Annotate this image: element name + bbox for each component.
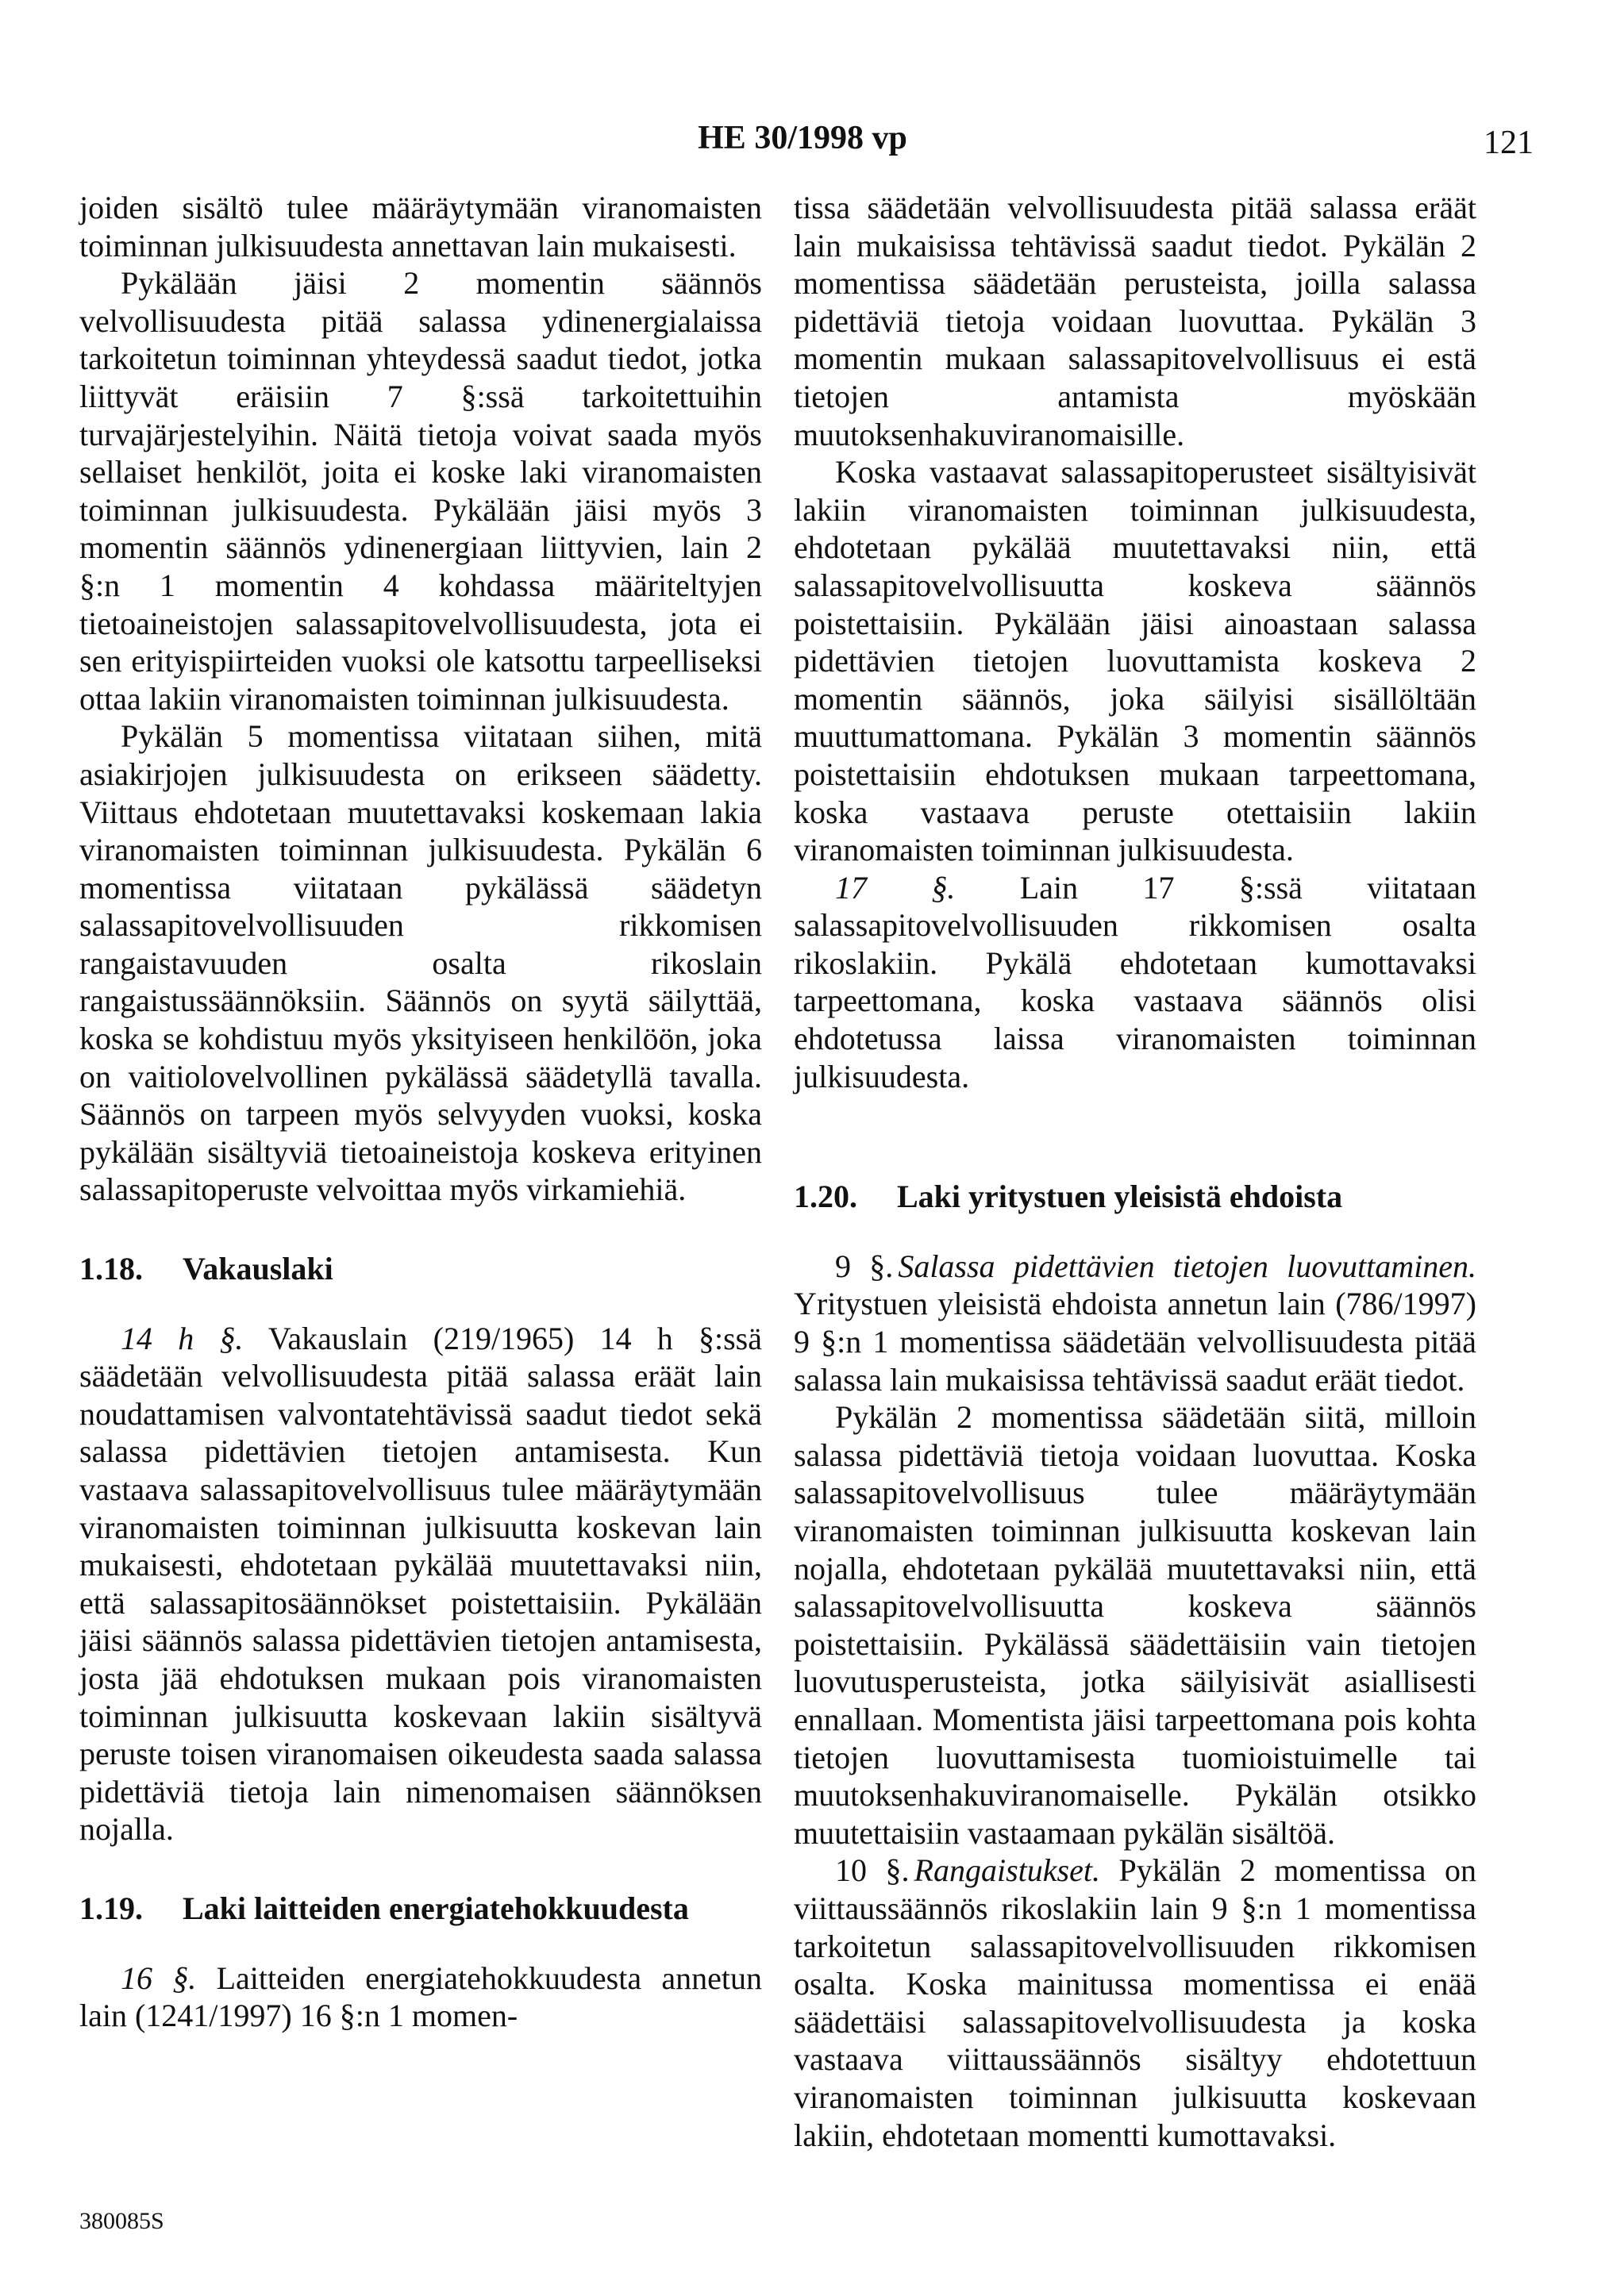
paragraph-number: 10 §. <box>835 1852 910 1889</box>
paragraph: Pykälän 2 momentissa säädetään siitä, milloin salassa pidettäviä tietoja voidaan luovuttaa. Koska salassapitovelvollisuus tulee määräytymään viranomaisten toiminnan julkisuutta koskevan lain nojalla, ehdotetaan pykälää muutettavaksi niin, että salassapitovelvollisuutta koskeva säännös poistettaisiin. Pykälässä säädettäisiin vain tietojen luovutusperusteista, jotka säilyisivät asiallisesti ennallaan. Momentista jäisi tarpeettomana pois kohta tietojen luovuttamisesta tuomioistuimelle tai muutoksenhakuviranomaiselle. Pykälän otsikko muutettaisiin vastaamaan pykälän sisältöä. <box>794 1399 1476 1851</box>
paragraph <box>79 1320 762 1848</box>
document-title: HE 30/1998 vp <box>698 120 907 156</box>
section-title: Laki laitteiden energiatehokkuudesta <box>183 1890 689 1926</box>
paragraph-text: Yritystuen yleisistä ehdoista annetun lain (786/1997) 9 §:n 1 momentissa säädetään velvollisuudesta pitää salassa lain mukaisissa tehtävissä saadut eräät tiedot. <box>794 1286 1476 1398</box>
paragraph-lead: 14 h §. <box>121 1320 244 1356</box>
section-heading <box>79 1890 762 1928</box>
section-number: 1.18. <box>79 1251 143 1287</box>
paragraph: tissa säädetään velvollisuudesta pitää salassa eräät lain mukaisissa tehtävissä saadut tiedot. Pykälän 2 momentissa säädetään perusteista, joilla salassa pidettäviä tietoja voidaan luovuttaa. Pykälän 3 momentin mukaan salassapitovelvollisuus ei estä tietojen antamista myöskään muutoksenhakuviranomaisille. <box>794 190 1476 452</box>
section-heading <box>79 1250 762 1288</box>
paragraph-number: 9 §. <box>835 1248 894 1284</box>
footer-code: 380085S <box>79 2208 164 2234</box>
paragraph-text: Pykälän 2 momentissa on viittaussäännös rikoslakiin lain 9 §:n 1 momentissa tarkoitetun salassapitovelvollisuuden rikkomisen osalta. Koska mainitussa momentissa ei enää säädettäisi salassapitovelvollisuudesta ja koska vastaava viittaussäännös sisältyy ehdotettuun viranomaisten toiminnan julkisuutta koskevaan lakiin, ehdotetaan momentti kumottavaksi. <box>794 1852 1477 2153</box>
paragraph-lead: Salassa pidettävien tietojen luovuttaminen. <box>898 1248 1476 1284</box>
paragraph: Pykälään jäisi 2 momentin säännös velvollisuudesta pitää salassa ydinenergialaissa tarkoitetun toiminnan yhteydessä saadut tiedot, jotka liittyvät eräisiin 7 §:ssä tarkoitettuihin turvajärjestelyihin. Näitä tietoja voivat saada myös sellaiset henkilöt, joita ei koske laki viranomaisten toiminnan julkisuudesta. Pykälään jäisi myös 3 momentin säännös ydinenergiaan liittyvien, lain 2 §:n 1 momentin 4 kohdassa määriteltyjen tietoaineistojen salassapitovelvollisuudesta, jota ei sen erityispiirteiden vuoksi ole katsottu tarpeelliseksi ottaa lakiin viranomaisten toiminnan julkisuudesta. <box>79 265 762 717</box>
paragraph <box>794 869 1476 1096</box>
page-number: 121 <box>1484 125 1534 161</box>
paragraph <box>794 1248 1476 1398</box>
paragraph <box>794 1852 1476 2154</box>
paragraph-text: Vakauslain (219/1965) 14 h §:ssä säädetään velvollisuudesta pitää salassa eräät lain noudattamisen valvontatehtävissä saadut tiedot sekä salassa pidettävien tietojen antamisesta. Kun vastaava salassapitovelvollisuus tulee määräytymään viranomaisten toiminnan julkisuutta koskevan lain mukaisesti, ehdotetaan pykälää muutettavaksi niin, että salassapitosäännökset poistettaisiin. Pykälään jäisi säännös salassa pidettävien tietojen antamisesta, josta jää ehdotuksen mukaan pois viranomaisten toiminnan julkisuutta koskevaan lakiin sisältyvä peruste toisen viranomaisen oikeudesta saada salassa pidettäviä tietoja lain nimenomaisen säännöksen nojalla. <box>79 1320 762 1848</box>
section-title: Laki yritystuen yleisistä ehdoista <box>897 1179 1343 1215</box>
right-column <box>794 189 1476 2154</box>
paragraph-lead: 17 §. <box>835 869 956 906</box>
paragraph-text: Lain 17 §:ssä viitataan salassapitovelvollisuuden rikkomisen osalta rikoslakiin. Pykälä ehdotetaan kumottavaksi tarpeettomana, koska vastaava säännös olisi ehdotetussa laissa viranomaisten toiminnan julkisuudesta. <box>794 869 1477 1094</box>
page-header <box>0 119 1605 167</box>
paragraph-lead: Rangaistukset. <box>914 1852 1100 1889</box>
left-column <box>79 189 762 2035</box>
section-number: 1.20. <box>794 1179 857 1215</box>
section-title: Vakauslaki <box>183 1251 333 1287</box>
paragraph: joiden sisältö tulee määräytymään viranomaisten toiminnan julkisuudesta annettavan lain mukaisesti. <box>79 190 762 263</box>
paragraph: Koska vastaavat salassapitoperusteet sisältyisivät lakiin viranomaisten toiminnan julkisuudesta, ehdotetaan pykälää muutettavaksi niin, että salassapitovelvollisuutta koskeva säännös poistettaisiin. Pykälään jäisi ainoastaan salassa pidettävien tietojen luovuttamista koskeva 2 momentin säännös, joka säilyisi sisällöltään muuttumattomana. Pykälän 3 momentin säännös poistettaisiin ehdotuksen mukaan tarpeettomana, koska vastaava peruste otettaisiin lakiin viranomaisten toiminnan julkisuudesta. <box>794 454 1476 868</box>
section-heading <box>794 1178 1476 1216</box>
paragraph-lead: 16 §. <box>121 1959 197 1996</box>
section-number: 1.19. <box>79 1890 143 1926</box>
paragraph-text: Laitteiden energiatehokkuudesta annetun lain (1241/1997) 16 §:n 1 momen- <box>79 1959 763 2034</box>
paragraph: Pykälän 5 momentissa viitataan siihen, mitä asiakirjojen julkisuudesta on erikseen säädetty. Viittaus ehdotetaan muutettavaksi koskemaan lakia viranomaisten toiminnan julkisuudesta. Pykälän 6 momentissa viitataan pykälässä säädetyn salassapitovelvollisuuden rikkomisen rangaistavuuden osalta rikoslain rangaistussäännöksiin. Säännös on syytä säilyttää, koska se kohdistuu myös yksityiseen henkilöön, joka on vaitiolovelvollinen pykälässä säädetyllä tavalla. Säännös on tarpeen myös selvyyden vuoksi, koska pykälään sisältyviä tietoaineistoja koskeva erityinen salassapitoperuste velvoittaa myös virkamiehiä. <box>79 718 762 1208</box>
paragraph <box>79 1959 762 2035</box>
